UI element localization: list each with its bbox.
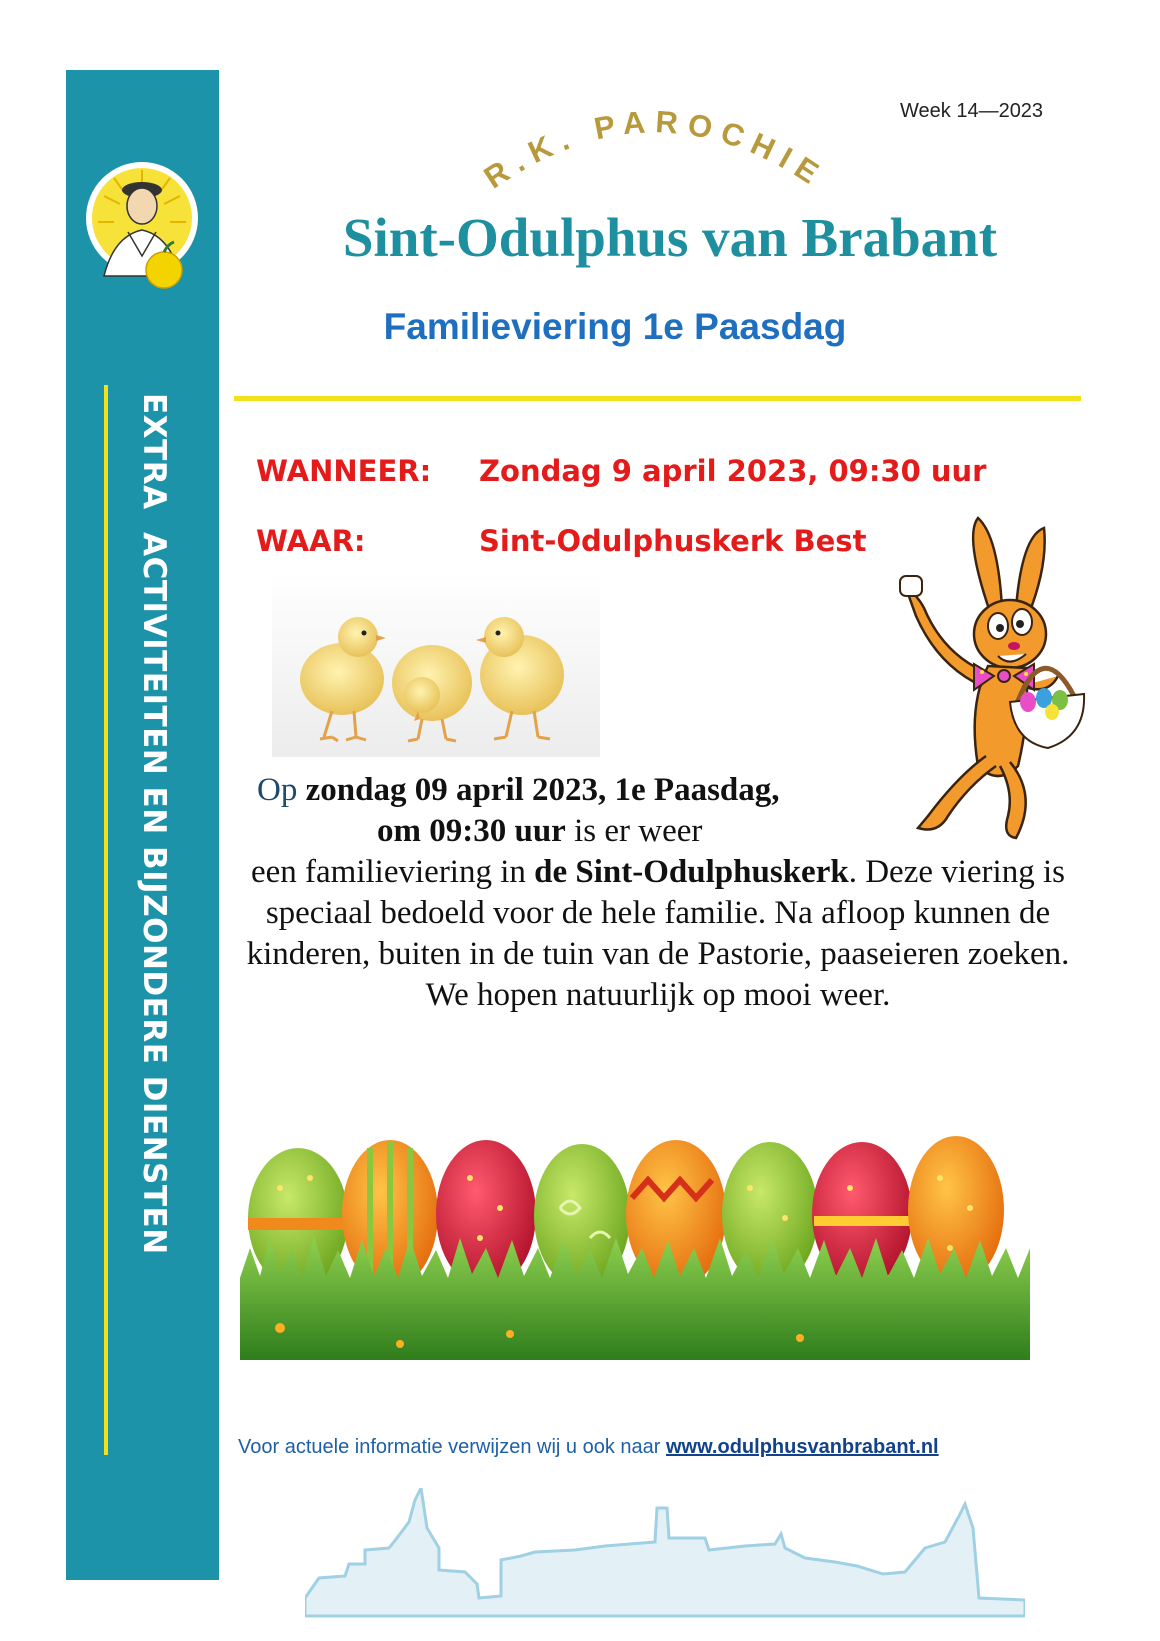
when-value: Zondag 9 april 2023, 09:30 uur	[479, 454, 987, 488]
footer-info-text: Voor actuele informatie verwijzen wij u ook naar	[238, 1436, 666, 1458]
body-time: om 09:30 uur	[377, 813, 566, 849]
parish-name: Sint-Odulphus van Brabant	[342, 207, 998, 268]
body-text	[240, 770, 1076, 1016]
parish-prefix	[470, 90, 840, 200]
chicks-photo	[272, 571, 600, 757]
body-time-rest: is er weer	[565, 813, 703, 849]
town-skyline-silhouette	[305, 1488, 1025, 1618]
body-rest: . Deze viering is speciaal bedoeld voor de hele familie. Na afloop kunnen de kinderen, buiten in de tuin van de Pastorie, paaseieren zoeken. We hopen natuurlijk op mooi weer.	[246, 854, 1070, 1013]
side-banner	[66, 70, 219, 1580]
body-church: de Sint-Odulphuskerk	[534, 854, 849, 890]
side-accent-line	[104, 385, 108, 1455]
saint-odulphus-logo-icon	[84, 156, 204, 296]
footer-info	[238, 1436, 939, 1459]
svg-text:R.K. PAROCHIE: R.K. PAROCHIE	[477, 104, 833, 196]
event-title: Familieviering 1e Paasdag	[383, 306, 847, 347]
body-family-pre: een familieviering in	[251, 854, 535, 890]
when-label: WANNEER:	[256, 454, 432, 488]
website-link[interactable]: www.odulphusvanbrabant.nl	[666, 1436, 939, 1458]
side-banner-text: EXTRA ACTIVITEITEN EN BIJZONDERE DIENSTEN	[136, 393, 172, 1255]
easter-eggs-in-grass-photo	[240, 1098, 1030, 1360]
body-date: zondag 09 april 2023, 1e Paasdag,	[305, 772, 780, 808]
where-value: Sint-Odulphuskerk Best	[479, 524, 867, 558]
header-divider	[234, 396, 1081, 401]
week-label: Week 14—2023	[900, 100, 1044, 122]
where-label: WAAR:	[256, 524, 366, 558]
body-op: Op	[257, 772, 298, 808]
